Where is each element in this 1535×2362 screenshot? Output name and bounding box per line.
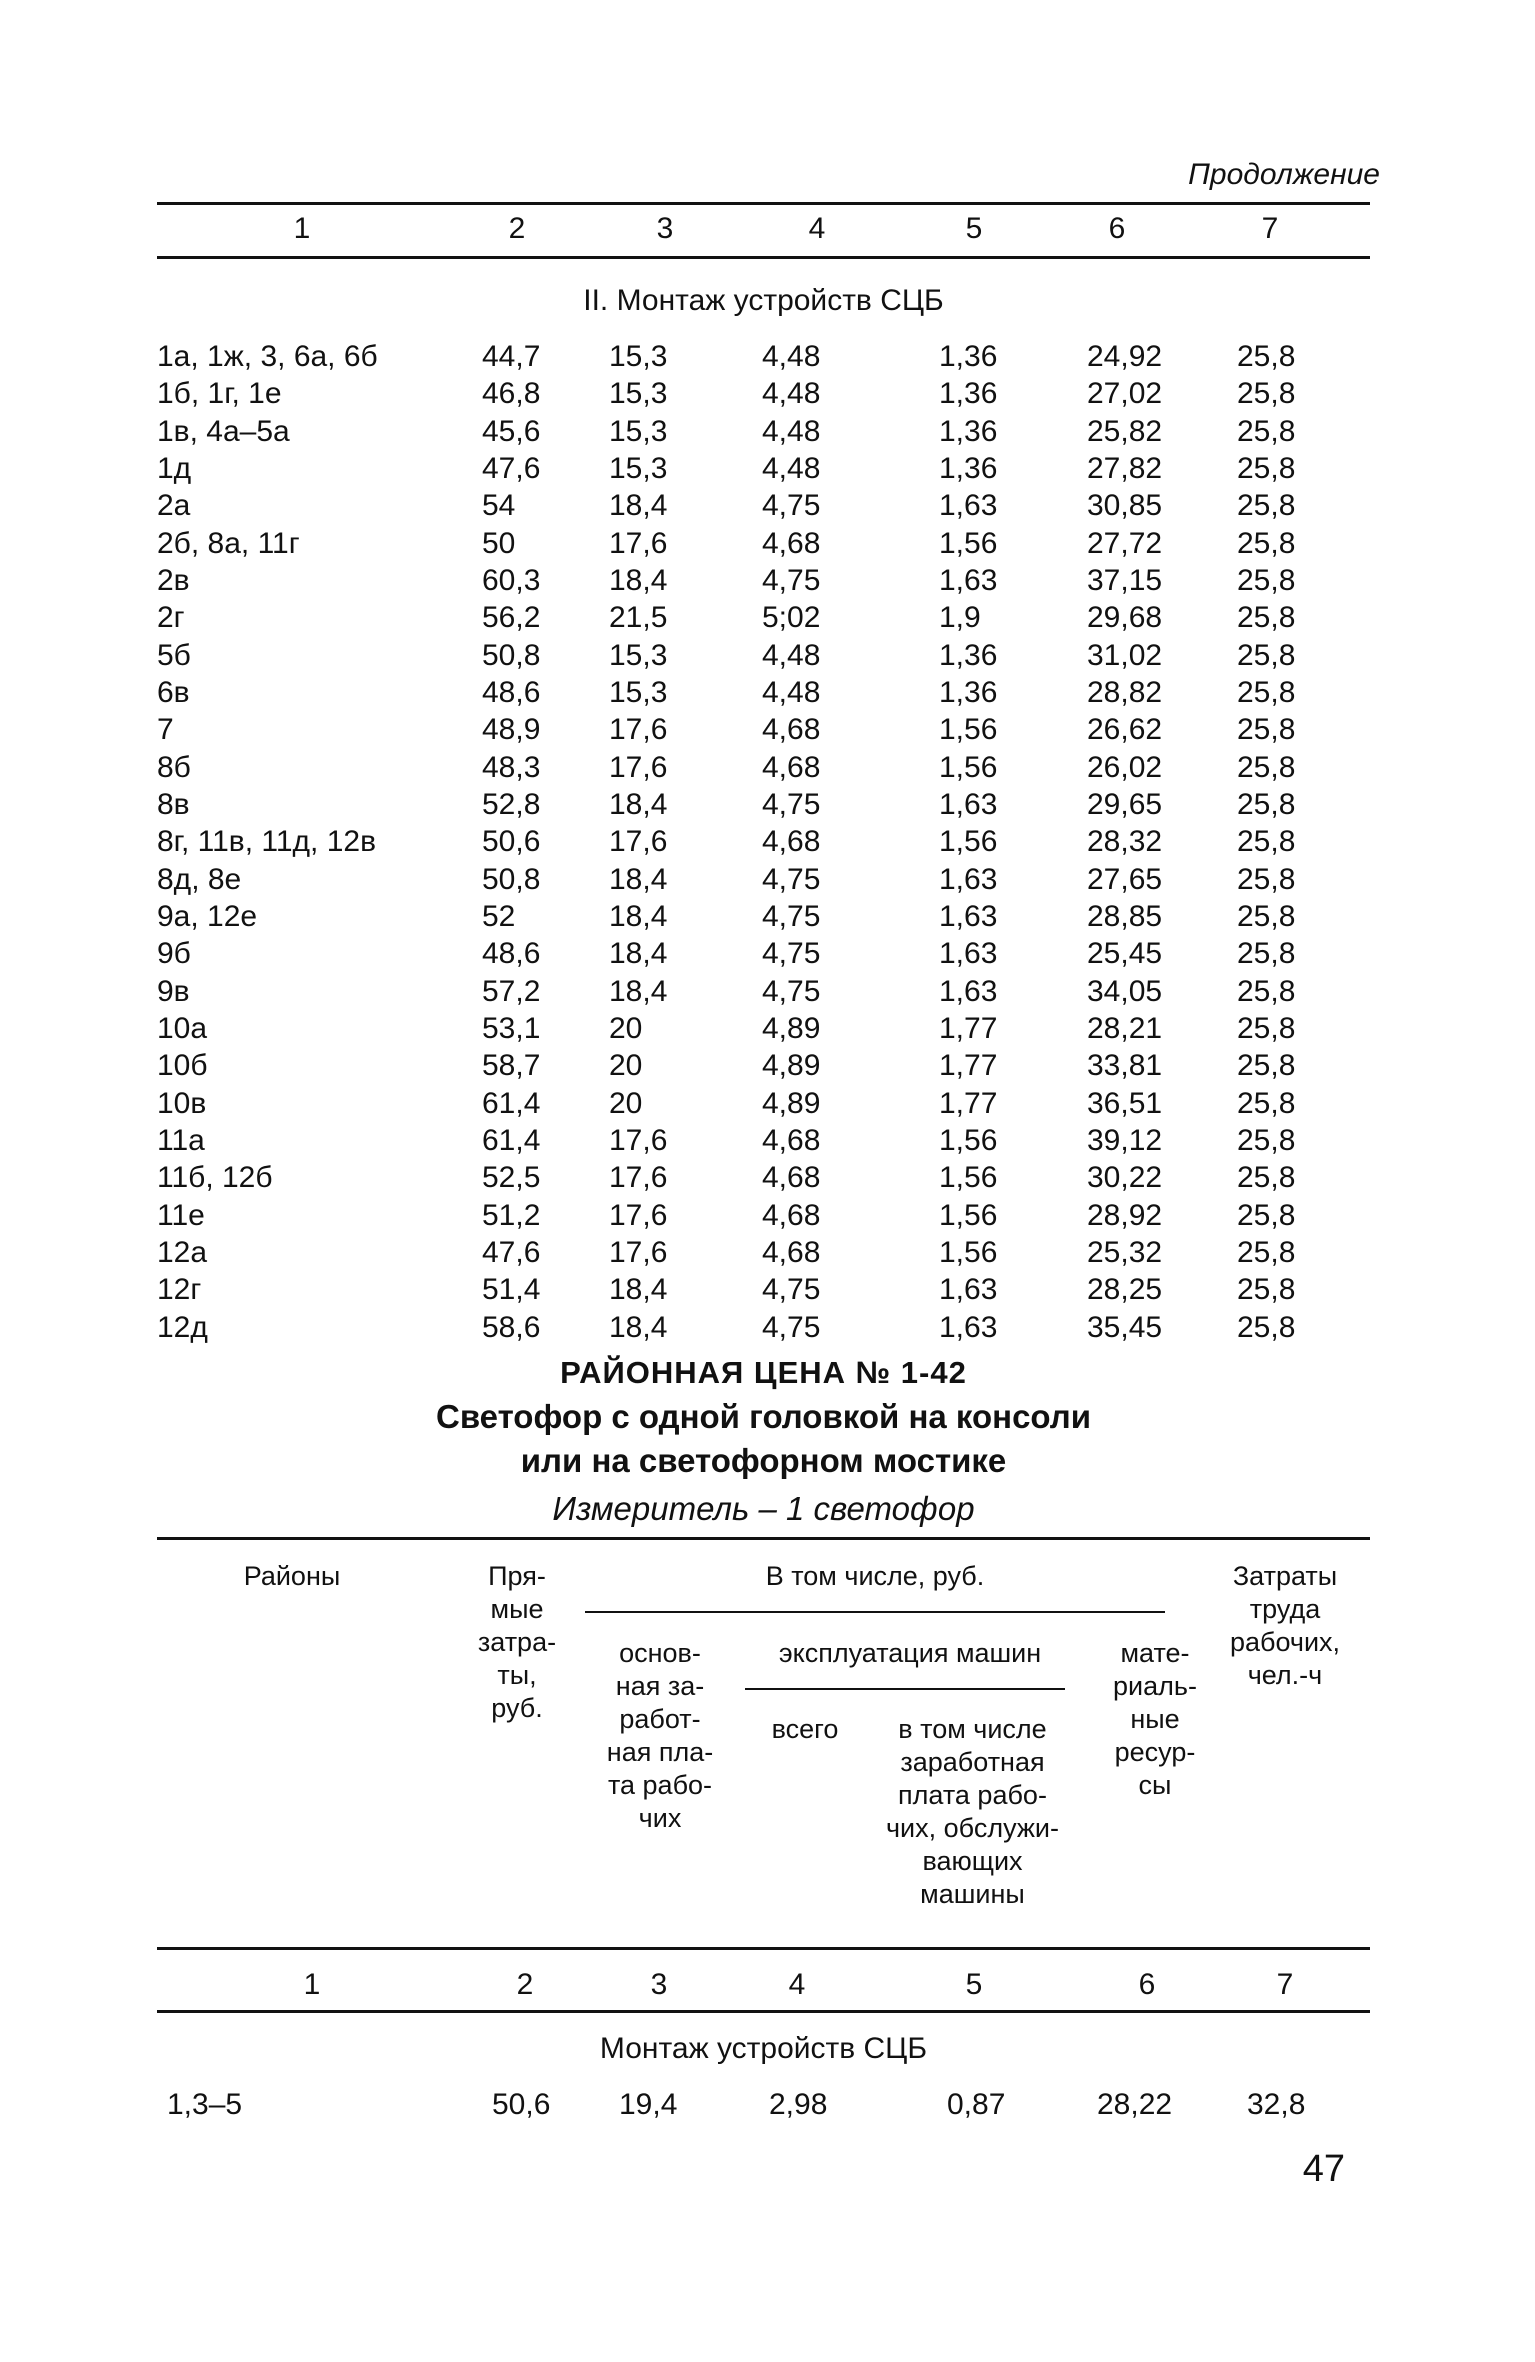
cell-main-wage: 18,4 (609, 974, 668, 1008)
cell-materials: 37,15 (1087, 563, 1163, 597)
table-row (157, 1047, 1370, 1084)
table-row (157, 823, 1370, 860)
cell-materials: 34,05 (1087, 974, 1163, 1008)
cell-direct: 46,8 (482, 377, 541, 411)
cell-materials: 35,45 (1087, 1310, 1163, 1344)
cell-machine-total: 4,48 (762, 675, 821, 709)
cell-materials: 27,82 (1087, 451, 1163, 485)
cell-labor: 25,8 (1237, 787, 1296, 821)
cell-machine-total: 4,48 (762, 340, 821, 373)
table-row (157, 1271, 1370, 1308)
cell-main-wage: 20 (609, 1011, 643, 1045)
cell-direct: 48,6 (482, 937, 541, 971)
header-direct-line: руб. (491, 1693, 543, 1723)
header-wage-line: работ- (619, 1704, 701, 1734)
cell-direct: 52,5 (482, 1161, 541, 1195)
cell-labor: 25,8 (1237, 1310, 1296, 1344)
cell-main-wage: 17,6 (609, 825, 668, 859)
cell-machine-total: 4,68 (762, 1123, 821, 1157)
cell-labor: 25,8 (1237, 1273, 1296, 1307)
header-incl-wage-line: вающих (922, 1846, 1023, 1876)
cell-machine-total: 4,89 (762, 1086, 821, 1120)
cell-machine-total: 5;02 (762, 601, 821, 635)
column-number-header-2 (157, 1968, 1370, 2012)
table2-header-bottom-rule (157, 1947, 1370, 1950)
col-num-2: 2 (508, 212, 526, 245)
cell-materials: 31,02 (1087, 638, 1163, 672)
table-row (157, 1234, 1370, 1271)
cell-machine-total: 4,75 (762, 787, 821, 821)
header-incl-wage-line: в том числе (898, 1714, 1047, 1744)
cell-labor: 25,8 (1237, 899, 1296, 933)
cell-machine-total: 4,68 (762, 1198, 821, 1232)
cell-direct: 48,3 (482, 750, 541, 784)
cell-regions: 1,3–5 (167, 2088, 243, 2121)
header-labor-line: рабочих, (1229, 1627, 1341, 1657)
col2-num-5: 5 (965, 1968, 983, 2001)
cell-machine-wage: 1,77 (939, 1011, 998, 1045)
cell-regions: 11б, 12б (157, 1161, 273, 1195)
header-materials (1105, 1637, 1205, 1802)
cell-machine-total: 4,68 (762, 1235, 821, 1269)
cell-labor: 25,8 (1237, 377, 1296, 411)
cell-main-wage: 17,6 (609, 1161, 668, 1195)
cell-machine-total: 4,89 (762, 1011, 821, 1045)
cell-direct: 53,1 (482, 1011, 541, 1045)
cell-materials: 25,32 (1087, 1235, 1163, 1269)
cell-direct: 58,6 (482, 1310, 541, 1344)
table-row (157, 1122, 1370, 1159)
cell-materials: 26,62 (1087, 713, 1163, 747)
cell-machine-total: 4,75 (762, 899, 821, 933)
cell-regions: 11а (157, 1123, 205, 1157)
header-included-wage (865, 1713, 1080, 1911)
header-labor-line: чел.-ч (1247, 1660, 1323, 1690)
table2-numbers-rule (157, 2010, 1370, 2013)
cell-labor: 25,8 (1237, 825, 1296, 859)
section2-title: Монтаж устройств СЦБ (599, 2032, 928, 2065)
cell-regions: 2б, 8а, 11г (157, 526, 300, 560)
cell-direct: 60,3 (482, 563, 541, 597)
table-row (157, 1309, 1370, 1346)
header-incl-wage-line: машины (920, 1879, 1025, 1909)
cell-regions: 1б, 1г, 1е (157, 377, 282, 411)
cell-main-wage: 18,4 (609, 1310, 668, 1344)
cell-labor: 25,8 (1237, 1049, 1296, 1083)
header-wage-line: та рабо- (607, 1770, 713, 1800)
header-main-wage (590, 1637, 730, 1835)
col2-num-4: 4 (788, 1968, 806, 2001)
header-bottom-rule (157, 256, 1370, 259)
cell-machine-wage: 1,56 (939, 1198, 998, 1232)
cell-machine-wage: 1,36 (939, 451, 998, 485)
cell-machine-total: 4,75 (762, 563, 821, 597)
cell-machine-total: 4,48 (762, 638, 821, 672)
cell-machine-total: 4,75 (762, 974, 821, 1008)
col2-num-3: 3 (650, 1968, 668, 2001)
cell-regions: 11е (157, 1198, 205, 1232)
cell-materials: 27,02 (1087, 377, 1163, 411)
header-including: В том числе, руб. (765, 1561, 985, 1591)
cell-main-wage: 17,6 (609, 713, 668, 747)
table-row (157, 338, 1370, 375)
cell-machine-total: 4,89 (762, 1049, 821, 1083)
cell-regions: 1д (157, 451, 192, 485)
header-wage-line: чих (638, 1803, 682, 1833)
cell-machine-total: 4,68 (762, 1161, 821, 1195)
table-row (157, 525, 1370, 562)
cell-machine-total: 4,75 (762, 489, 821, 523)
col-num-4: 4 (808, 212, 826, 245)
price-table (157, 338, 1370, 1346)
cell-labor: 25,8 (1237, 1161, 1296, 1195)
cell-labor: 25,8 (1237, 1123, 1296, 1157)
cell-direct: 50,8 (482, 638, 541, 672)
table2-top-rule (157, 1537, 1370, 1540)
cell-materials: 28,92 (1087, 1198, 1163, 1232)
cell-machine-wage: 1,77 (939, 1086, 998, 1120)
cell-regions: 5б (157, 638, 191, 672)
header-regions: Районы (243, 1561, 341, 1591)
cell-materials: 27,65 (1087, 862, 1163, 896)
cell-direct: 48,9 (482, 713, 541, 747)
cell-labor: 25,8 (1237, 750, 1296, 784)
cell-direct: 50,6 (492, 2088, 551, 2121)
cell-materials: 28,21 (1087, 1011, 1163, 1045)
cell-machine-wage: 1,36 (939, 414, 998, 448)
cell-machine-wage: 1,36 (939, 377, 998, 411)
cell-main-wage: 18,4 (609, 489, 668, 523)
cell-direct: 61,4 (482, 1123, 541, 1157)
cell-materials: 29,65 (1087, 787, 1163, 821)
cell-main-wage: 20 (609, 1049, 643, 1083)
cell-labor: 25,8 (1237, 526, 1296, 560)
cell-machine-total: 4,48 (762, 377, 821, 411)
header-incl-wage-line: заработная (900, 1747, 1045, 1777)
cell-machine-wage: 1,63 (939, 974, 998, 1008)
cell-machine-total: 4,75 (762, 862, 821, 896)
cell-labor: 25,8 (1237, 862, 1296, 896)
cell-labor: 32,8 (1247, 2088, 1306, 2121)
cell-main-wage: 15,3 (609, 377, 668, 411)
cell-regions: 8в (157, 787, 190, 821)
col-num-1: 1 (293, 212, 311, 245)
cell-materials: 29,68 (1087, 601, 1163, 635)
header-direct-line: ты, (497, 1660, 537, 1690)
cell-machine-total: 4,68 (762, 526, 821, 560)
cell-regions: 10в (157, 1086, 207, 1120)
cell-direct: 57,2 (482, 974, 541, 1008)
col2-num-2: 2 (516, 1968, 534, 2001)
table-row (157, 973, 1370, 1010)
cell-main-wage: 15,3 (609, 638, 668, 672)
page-number: 47 (1302, 2148, 1345, 2190)
cell-machine-total: 4,68 (762, 713, 821, 747)
cell-main-wage: 18,4 (609, 563, 668, 597)
price-title: РАЙОННАЯ ЦЕНА № 1-42 (560, 1355, 967, 1390)
cell-materials: 28,25 (1087, 1273, 1163, 1307)
header-incl-wage-line: чих, обслужи- (885, 1813, 1060, 1843)
cell-direct: 51,4 (482, 1273, 541, 1307)
cell-materials: 30,85 (1087, 489, 1163, 523)
cell-main-wage: 15,3 (609, 451, 668, 485)
cell-direct: 56,2 (482, 601, 541, 635)
cell-materials: 24,92 (1087, 340, 1163, 373)
table-row (157, 450, 1370, 487)
header-wage-line: ная пла- (606, 1737, 714, 1767)
cell-regions: 10б (157, 1049, 208, 1083)
table-row (157, 861, 1370, 898)
col-num-5: 5 (965, 212, 983, 245)
cell-materials: 27,72 (1087, 526, 1163, 560)
cell-materials: 28,82 (1087, 675, 1163, 709)
header-including-rule (585, 1611, 1165, 1613)
cell-materials: 25,45 (1087, 937, 1163, 971)
table-row (157, 674, 1370, 711)
cell-main-wage: 18,4 (609, 862, 668, 896)
cell-machine-wage: 1,77 (939, 1049, 998, 1083)
column-number-header (157, 212, 1370, 256)
col-num-6: 6 (1108, 212, 1126, 245)
cell-main-wage: 18,4 (609, 937, 668, 971)
header-machine-rule (745, 1688, 1065, 1690)
cell-regions: 8г, 11в, 11д, 12в (157, 825, 377, 859)
col2-num-6: 6 (1138, 1968, 1156, 2001)
header-total: всего (771, 1714, 839, 1744)
cell-labor: 25,8 (1237, 601, 1296, 635)
cell-regions: 7 (157, 713, 174, 747)
header-materials-line: мате- (1120, 1638, 1190, 1668)
table-row (157, 413, 1370, 450)
cell-direct: 45,6 (482, 414, 541, 448)
cell-direct: 51,2 (482, 1198, 541, 1232)
table-row (157, 1085, 1370, 1122)
col2-num-1: 1 (303, 1968, 321, 2001)
col-num-7: 7 (1261, 212, 1279, 245)
table-row (157, 749, 1370, 786)
cell-labor: 25,8 (1237, 340, 1296, 373)
cell-materials: 28,22 (1097, 2088, 1173, 2121)
cell-labor: 25,8 (1237, 1086, 1296, 1120)
header-materials-line: риаль- (1113, 1671, 1197, 1701)
cell-labor: 25,8 (1237, 1011, 1296, 1045)
cell-regions: 9б (157, 937, 191, 971)
cell-materials: 28,32 (1087, 825, 1163, 859)
cell-main-wage: 19,4 (619, 2088, 678, 2121)
cell-materials: 26,02 (1087, 750, 1163, 784)
cell-machine-wage: 1,56 (939, 1161, 998, 1195)
table-top-rule (157, 202, 1370, 205)
cell-direct: 50 (482, 526, 516, 560)
cell-machine-total: 4,48 (762, 414, 821, 448)
header-materials-line: ные (1130, 1704, 1180, 1734)
cell-machine-total: 2,98 (769, 2088, 828, 2121)
cell-machine-total: 4,48 (762, 451, 821, 485)
cell-regions: 12д (157, 1310, 208, 1344)
cell-machine-total: 4,68 (762, 750, 821, 784)
table-row (157, 2086, 1370, 2123)
cell-direct: 50,6 (482, 825, 541, 859)
cell-regions: 2г (157, 601, 185, 635)
cell-regions: 9а, 12е (157, 899, 258, 933)
cell-direct: 47,6 (482, 1235, 541, 1269)
cell-main-wage: 15,3 (609, 675, 668, 709)
cell-regions: 10а (157, 1011, 208, 1045)
cell-main-wage: 18,4 (609, 787, 668, 821)
header-labor-costs (1205, 1560, 1365, 1692)
cell-machine-wage: 1,56 (939, 1235, 998, 1269)
table-row (157, 1159, 1370, 1196)
table-row (157, 1197, 1370, 1234)
cell-machine-wage: 0,87 (947, 2088, 1006, 2121)
cell-machine-total: 4,75 (762, 1310, 821, 1344)
section-title: II. Монтаж устройств СЦБ (583, 284, 944, 317)
cell-regions: 2а (157, 489, 191, 523)
cell-labor: 25,8 (1237, 563, 1296, 597)
cell-main-wage: 18,4 (609, 899, 668, 933)
cell-main-wage: 17,6 (609, 750, 668, 784)
header-direct-line: Пря- (488, 1561, 546, 1591)
cell-machine-wage: 1,9 (939, 601, 981, 635)
cell-regions: 6в (157, 675, 190, 709)
header-direct-line: затра- (477, 1627, 557, 1657)
table-row (157, 375, 1370, 412)
cell-machine-wage: 1,63 (939, 899, 998, 933)
table-row (157, 562, 1370, 599)
cell-direct: 50,8 (482, 862, 541, 896)
table-row (157, 599, 1370, 636)
cell-regions: 1в, 4а–5а (157, 414, 290, 448)
cell-machine-wage: 1,36 (939, 638, 998, 672)
cell-regions: 12г (157, 1273, 202, 1307)
cell-main-wage: 17,6 (609, 1198, 668, 1232)
cell-direct: 44,7 (482, 340, 541, 373)
cell-labor: 25,8 (1237, 713, 1296, 747)
cell-machine-wage: 1,56 (939, 825, 998, 859)
table-row (157, 898, 1370, 935)
cell-materials: 33,81 (1087, 1049, 1163, 1083)
cell-machine-wage: 1,56 (939, 526, 998, 560)
table-row (157, 935, 1370, 972)
cell-direct: 47,6 (482, 451, 541, 485)
cell-main-wage: 15,3 (609, 340, 668, 373)
header-wage-line: ная за- (615, 1671, 705, 1701)
measure-unit: Измеритель – 1 светофор (552, 1490, 975, 1527)
cell-main-wage: 17,6 (609, 1123, 668, 1157)
header-labor-line: труда (1249, 1594, 1321, 1624)
cell-machine-wage: 1,36 (939, 340, 998, 373)
cell-materials: 28,85 (1087, 899, 1163, 933)
continuation-label: Продолжение (1188, 158, 1380, 191)
cell-labor: 25,8 (1237, 451, 1296, 485)
header-wage-line: основ- (619, 1638, 701, 1668)
cell-direct: 61,4 (482, 1086, 541, 1120)
header-labor-line: Затраты (1232, 1561, 1338, 1591)
cell-direct: 54 (482, 489, 516, 523)
cell-direct: 52,8 (482, 787, 541, 821)
cell-machine-wage: 1,63 (939, 862, 998, 896)
table-row (157, 637, 1370, 674)
cell-labor: 25,8 (1237, 1235, 1296, 1269)
cell-labor: 25,8 (1237, 675, 1296, 709)
cell-machine-wage: 1,56 (939, 1123, 998, 1157)
header-materials-line: сы (1138, 1770, 1172, 1800)
table-row (157, 786, 1370, 823)
cell-main-wage: 17,6 (609, 526, 668, 560)
cell-machine-total: 4,75 (762, 937, 821, 971)
cell-machine-wage: 1,56 (939, 750, 998, 784)
header-direct-line: мые (490, 1594, 544, 1624)
price-subtitle-2: или на светофорном мостике (520, 1442, 1007, 1479)
cell-labor: 25,8 (1237, 489, 1296, 523)
header-machine-operation: эксплуатация машин (778, 1638, 1042, 1668)
cell-labor: 25,8 (1237, 414, 1296, 448)
cell-machine-total: 4,68 (762, 825, 821, 859)
cell-regions: 2в (157, 563, 190, 597)
price-subtitle-1: Светофор с одной головкой на консоли (435, 1398, 1092, 1435)
cell-regions: 8б (157, 750, 191, 784)
cell-main-wage: 17,6 (609, 1235, 668, 1269)
cell-materials: 36,51 (1087, 1086, 1163, 1120)
cell-direct: 48,6 (482, 675, 541, 709)
cell-materials: 39,12 (1087, 1123, 1163, 1157)
cell-main-wage: 21,5 (609, 601, 668, 635)
cell-main-wage: 15,3 (609, 414, 668, 448)
cell-regions: 8д, 8е (157, 862, 242, 896)
cell-machine-wage: 1,63 (939, 937, 998, 971)
header-materials-line: ресур- (1114, 1737, 1196, 1767)
cell-materials: 25,82 (1087, 414, 1163, 448)
cell-main-wage: 18,4 (609, 1273, 668, 1307)
cell-machine-wage: 1,36 (939, 675, 998, 709)
cell-labor: 25,8 (1237, 1198, 1296, 1232)
cell-regions: 1а, 1ж, 3, 6а, 6б (157, 340, 378, 373)
cell-machine-wage: 1,63 (939, 489, 998, 523)
cell-labor: 25,8 (1237, 937, 1296, 971)
cell-machine-total: 4,75 (762, 1273, 821, 1307)
cell-machine-wage: 1,56 (939, 713, 998, 747)
cell-regions: 12а (157, 1235, 208, 1269)
table-row (157, 487, 1370, 524)
table-row (157, 711, 1370, 748)
cell-direct: 58,7 (482, 1049, 541, 1083)
cell-direct: 52 (482, 899, 516, 933)
cell-machine-wage: 1,63 (939, 1273, 998, 1307)
cell-materials: 30,22 (1087, 1161, 1163, 1195)
header-incl-wage-line: плата рабо- (898, 1780, 1047, 1810)
cell-machine-wage: 1,63 (939, 787, 998, 821)
cell-main-wage: 20 (609, 1086, 643, 1120)
cell-labor: 25,8 (1237, 638, 1296, 672)
header-direct-costs (462, 1560, 572, 1725)
col-num-3: 3 (656, 212, 674, 245)
cell-machine-wage: 1,63 (939, 1310, 998, 1344)
cell-machine-wage: 1,63 (939, 563, 998, 597)
cell-labor: 25,8 (1237, 974, 1296, 1008)
cell-regions: 9в (157, 974, 190, 1008)
col2-num-7: 7 (1276, 1968, 1294, 2001)
table-row (157, 1010, 1370, 1047)
